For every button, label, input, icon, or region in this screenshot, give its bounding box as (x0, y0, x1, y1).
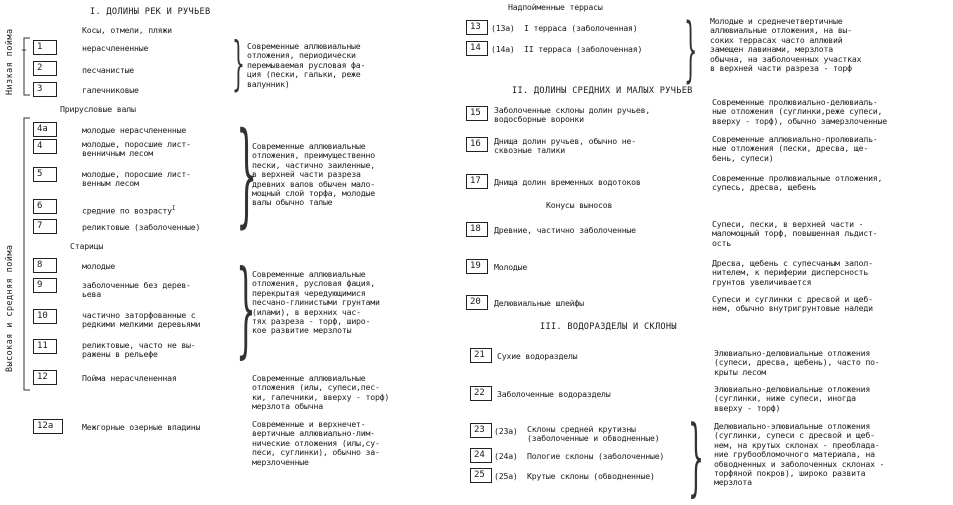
legend-label-6-text: средние по возрасту (82, 205, 172, 216)
legend-label-20: Делювиальные шлейфы (494, 298, 584, 308)
legend-label-17: Днища долин временных водотоков (494, 177, 641, 187)
section1-title: I. ДОЛИНЫ РЕК И РУЧЬЕВ (90, 7, 211, 17)
legend-box-3: 3 (33, 82, 57, 97)
prirus-desc: Современные аллювиальные отложения, преимущественно пески, частично заиленные, в верхней части разреза древних валов обычен мало- мощный слой торфа, молодые валы обычно талые (252, 141, 375, 208)
brace-terraces: } (684, 8, 698, 90)
legend-desc-21: Элювиально-делювиальные отложения (супеси, дресва, щебень), часто по- крыты лесом (714, 348, 880, 377)
legend-box-4: 4 (33, 139, 57, 154)
legend-box-20: 20 (466, 295, 488, 310)
item12a-desc: Современные и верхнечет- вертичные аллювиально-лим- нические отложения (илы,су- песи, суглинки), обычно за- мерзлоченные (252, 419, 380, 467)
legend-box-9: 9 (33, 278, 57, 293)
legend-desc-19: Дресва, щебень с супесчаным запол- нителем, к периферии дисперсность грунтов увеличивается (712, 258, 873, 287)
side-label-low-floodplain: Низкая пойма (4, 28, 14, 95)
brace-slopes: } (688, 407, 705, 505)
legend-label-22: Заболоченные водоразделы (497, 389, 611, 399)
fans-title: Конусы выносов (546, 200, 613, 210)
legend-label-6 (82, 204, 175, 216)
legend-box-12: 12 (33, 370, 57, 385)
section2-title: II. ДОЛИНЫ СРЕДНИХ И МАЛЫХ РУЧЬЕВ (512, 86, 693, 96)
legend-box-24: 24 (470, 448, 492, 463)
legend-box-11: 11 (33, 339, 57, 354)
legend-label-19: Молодые (494, 262, 528, 272)
legend-label-12a: Межгорные озерные впадины (82, 422, 201, 432)
legend-box-6: 6 (33, 199, 57, 214)
legend-code-24: (24а) (494, 451, 518, 461)
section3-title: III. ВОДОРАЗДЕЛЫ И СКЛОНЫ (540, 322, 677, 332)
legend-label-9: заболоченные без дерев- ьева (82, 280, 191, 300)
slopes-desc: Делювиально-элювиальные отложения (суглинки, супеси с дресвой и щеб- нем, на крутых склонах - преоблада- ние грубообломочного материала, на обводненных и заболоченных склонах - торфяной покров), широко развита мерзлота (714, 421, 885, 488)
legend-label-4a: молодые нерасчлененные (82, 125, 187, 135)
legend-box-22: 22 (470, 386, 492, 401)
legend-desc-22: Элювиально-делювиальные отложения (суглинки, ниже супеси, иногда вверху - торф) (714, 384, 871, 413)
brace-staritsy: } (236, 247, 256, 369)
legend-box-4a: 4а (33, 122, 57, 137)
side-label-high-floodplain: Высокая и средняя пойма (4, 244, 14, 372)
legend-box-7: 7 (33, 219, 57, 234)
legend-box-17: 17 (466, 174, 488, 189)
section1-subtitle: Косы, отмели, пляжи (82, 25, 172, 35)
legend-label-7: реликтовые (заболоченные) (82, 222, 201, 232)
legend-desc-17: Современные пролювиальные отложения, супесь, дресва, щебень (712, 173, 883, 193)
legend-label-1: нерасчлененные (82, 43, 149, 53)
legend-label-2: песчанистые (82, 65, 135, 75)
prirus-title: Прирусловые валы (60, 104, 136, 114)
legend-code-14: (14а) (491, 44, 515, 54)
legend-box-14: 14 (466, 41, 488, 56)
legend-label-6-sup: I (171, 205, 176, 212)
legend-label-24: Пологие склоны (заболоченные) (527, 451, 665, 461)
legend-label-10: частично заторфованные с редкими мелкими деревьями (82, 310, 201, 330)
legend-label-23: Склоны средней крутизны (заболоченные и обводненные) (527, 424, 660, 444)
legend-box-21: 21 (470, 348, 492, 363)
legend-label-14: II терраса (заболоченная) (524, 44, 643, 54)
terraces-desc: Молодые и среднечетвертичные аллювиальные отложения, на вы- соких террасах часто аллювий замещен лавинами, мерзлота обычна, на заболоченных участках в верхней части разреза - торф (710, 16, 862, 74)
legend-label-4: молодые, поросшие лист- венничным лесом (82, 139, 191, 159)
legend-code-25: (25а) (494, 471, 518, 481)
legend-label-18: Древние, частично заболоченные (494, 225, 636, 235)
brace-prirus: } (236, 109, 258, 239)
brace-low: } (232, 29, 245, 97)
legend-desc-18: Супеси, пески, в верхней части - маломощный торф, повышенная льдист- ость (712, 219, 878, 248)
legend-desc-20: Супеси и суглинки с дресвой и щеб- нем, обычно внутригрунтовые наледи (712, 294, 873, 314)
legend-label-16: Днища долин ручьев, обычно не- сквозные талики (494, 136, 636, 156)
legend-label-25: Крутые склоны (обводненные) (527, 471, 655, 481)
legend-box-18: 18 (466, 222, 488, 237)
legend-label-5: молодые, поросшие лист- венным лесом (82, 169, 191, 189)
legend-label-11: реликтовые, часто не вы- ражены в рельефе (82, 340, 196, 360)
legend-box-25: 25 (470, 468, 492, 483)
low-desc: Современные аллювиальные отложения, периодически перемываемая русловая фа- ция (пески, гальки, реже валунник) (247, 41, 366, 89)
item12-desc: Современные аллювиальные отложения (илы, супеси,пес- ки, галечники, вверху - торф) мерзлота обычна (252, 373, 390, 412)
staritsy-title: Старицы (70, 241, 104, 251)
legend-desc-15: Современные пролювиально-делювиаль- ные отложения (суглинки,реже супеси, вверху - торф), обычно замерзлоченные (712, 97, 887, 126)
legend-box-1: 1 (33, 40, 57, 55)
legend-label-8: молодые (82, 261, 116, 271)
legend-box-12a: 12а (33, 419, 63, 434)
legend-box-13: 13 (466, 20, 488, 35)
legend-box-23: 23 (470, 423, 492, 438)
legend-box-5: 5 (33, 167, 57, 182)
staritsy-desc: Современные аллювиальные отложения, русловая фация, перекрытая чередующимися песчано-глинистыми грунтами (илами), в верхних час- тях разреза - торф, широ- кое развитие мерзлоты (252, 269, 380, 336)
legend-box-19: 19 (466, 259, 488, 274)
legend-desc-16: Современные аллювиально-пролювиаль- ные отложения (пески, дресва, ще- бень, супеси) (712, 134, 878, 163)
legend-label-13: I терраса (заболоченная) (524, 23, 638, 33)
legend-box-8: 8 (33, 258, 57, 273)
legend-label-21: Сухие водоразделы (497, 351, 578, 361)
legend-box-15: 15 (466, 106, 488, 121)
legend-box-10: 10 (33, 309, 57, 324)
legend-code-13: (13а) (491, 23, 515, 33)
legend-code-23: (23а) (494, 426, 518, 436)
legend-label-3: галечниковые (82, 85, 139, 95)
legend-box-2: 2 (33, 61, 57, 76)
legend-label-15: Заболоченные склоны долин ручьев, водосборные воронки (494, 105, 651, 125)
legend-box-16: 16 (466, 137, 488, 152)
terraces-title: Надпойменные террасы (508, 2, 603, 12)
legend-label-12: Пойма нерасчлененная (82, 373, 177, 383)
